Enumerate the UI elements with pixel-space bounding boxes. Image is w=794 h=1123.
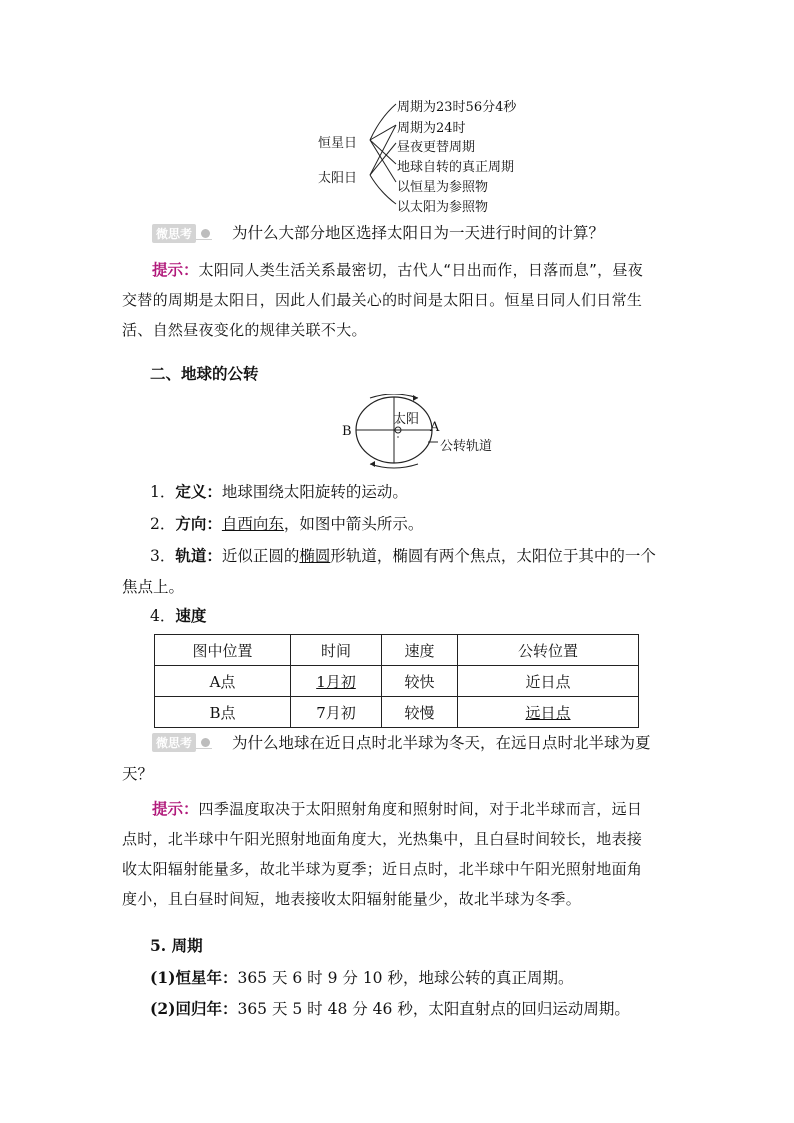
table-header-cell: 图中位置 xyxy=(155,635,291,666)
table-cell: 较快 xyxy=(382,666,458,697)
think-dot-icon xyxy=(201,229,210,238)
diagram-option: 以恒星为参照物 xyxy=(397,180,489,195)
hint-line: 点时，北半球中午阳光照射地面角度大，光热集中，且白昼时间较长，地表接 xyxy=(122,830,643,848)
hint-line: 度小，且白昼时间短，地表接收太阳辐射能量少，故北半球为冬季。 xyxy=(122,890,582,908)
point-b-label: B xyxy=(342,424,352,439)
section-heading: 二、地球的公转 xyxy=(150,364,259,383)
table-cell: B点 xyxy=(155,697,291,728)
think-dot-icon xyxy=(201,738,210,747)
item-label: 定义： xyxy=(175,482,222,501)
period-item-label: (1)恒星年： xyxy=(150,968,238,987)
item-text: 近似正圆的 xyxy=(221,547,300,565)
diagram-option: 昼夜更替周期 xyxy=(397,140,476,155)
item-number: 3． xyxy=(150,547,176,565)
item-number: 1． xyxy=(150,483,176,501)
arrow-head xyxy=(370,461,375,467)
hint-line: 收太阳辐射能量多，故北半球为夏季；近日点时，北半球中午阳光照射地面角 xyxy=(122,860,643,878)
diagram-option: 周期为23时56分4秒 xyxy=(397,100,517,115)
table-cell: A点 xyxy=(155,666,291,697)
brace-line xyxy=(370,175,396,204)
hint-line: 活、自然昼夜变化的规律关联不大。 xyxy=(122,321,367,339)
hint-label: 提示： xyxy=(152,260,199,279)
period-item-text: 365 天 5 时 48 分 46 秒，太阳直射点的回归运动周期。 xyxy=(237,1000,630,1018)
arrow-head xyxy=(413,395,418,401)
table-cell-value: 1月初 xyxy=(316,672,356,691)
hint-label: 提示： xyxy=(152,799,199,818)
diagram-option: 周期为24时 xyxy=(397,121,466,136)
sidereal-day-label: 恒星日 xyxy=(318,136,358,151)
period-item-2 xyxy=(150,997,630,1019)
orbit-svg xyxy=(340,394,493,470)
period-item-text: 365 天 6 时 9 分 10 秒，地球公转的真正周期。 xyxy=(237,969,574,987)
think-badge: 微思考 xyxy=(152,733,196,752)
brace-line xyxy=(370,143,396,175)
point-a-label: A xyxy=(430,420,440,435)
think-badge: 微思考 xyxy=(152,224,196,243)
direction-arrow xyxy=(370,464,418,468)
orbit-line-continued: 焦点上。 xyxy=(122,578,185,596)
table-cell: 较慢 xyxy=(382,697,458,728)
direction-value: 自西向东 xyxy=(221,515,284,533)
item-number: 4． xyxy=(150,607,176,625)
think-question: 为什么地球在近日点时北半球为冬天，在远日点时北半球为夏 xyxy=(232,734,651,752)
item-label: 速度 xyxy=(175,606,207,625)
period-item-label: (2)回归年： xyxy=(150,999,238,1018)
sun-label: 太阳 xyxy=(393,412,420,427)
table-cell xyxy=(458,697,639,728)
item-text: 地球围绕太阳旋转的运动。 xyxy=(221,483,408,501)
speed-heading xyxy=(150,604,206,626)
definition-line xyxy=(150,480,408,502)
table-cell: 7月初 xyxy=(291,697,382,728)
brace-line xyxy=(370,104,396,140)
orbit-label: 公转轨道 xyxy=(440,439,493,454)
think-question: 为什么大部分地区选择太阳日为一天进行时间的计算？ xyxy=(232,224,605,242)
table-row xyxy=(155,666,639,697)
orbit-line xyxy=(150,544,656,566)
orbit-shape-value: 椭圆 xyxy=(299,547,331,565)
item-label: 方向： xyxy=(175,514,222,533)
hint-line: 交替的周期是太阳日，因此人们最关心的时间是太阳日。恒星日同人们日常生 xyxy=(122,291,643,309)
table-header-cell: 公转位置 xyxy=(458,635,639,666)
item-number: 2． xyxy=(150,515,176,533)
item-label: 轨道： xyxy=(175,546,222,565)
hint-line: 四季温度取决于太阳照射角度和照射时间，对于北半球而言，远日 xyxy=(198,800,643,818)
speed-table xyxy=(154,634,639,728)
table-cell xyxy=(291,666,382,697)
table-header-cell: 时间 xyxy=(291,635,382,666)
period-item-1 xyxy=(150,966,573,988)
think-question-continued: 天？ xyxy=(122,765,154,783)
hint-paragraph xyxy=(122,255,646,345)
direction-line xyxy=(150,512,423,534)
item-text: 形轨道，椭圆有两个焦点，太阳位于其中的一个 xyxy=(330,547,656,565)
hint-paragraph xyxy=(122,794,646,914)
hint-line: 太阳同人类生活关系最密切，古代人“日出而作，日落而息”，昼夜 xyxy=(198,261,644,279)
table-row xyxy=(155,697,639,728)
diagram-option: 以太阳为参照物 xyxy=(397,200,489,215)
table-header-row xyxy=(155,635,639,666)
period-heading: 5. 周期 xyxy=(150,936,203,955)
table-header-cell: 速度 xyxy=(382,635,458,666)
solar-day-label: 太阳日 xyxy=(318,171,358,186)
table-cell: 近日点 xyxy=(458,666,639,697)
table-cell-value: 远日点 xyxy=(525,703,571,722)
diagram-option: 地球自转的真正周期 xyxy=(397,160,515,175)
item-text: ，如图中箭头所示。 xyxy=(283,515,424,533)
